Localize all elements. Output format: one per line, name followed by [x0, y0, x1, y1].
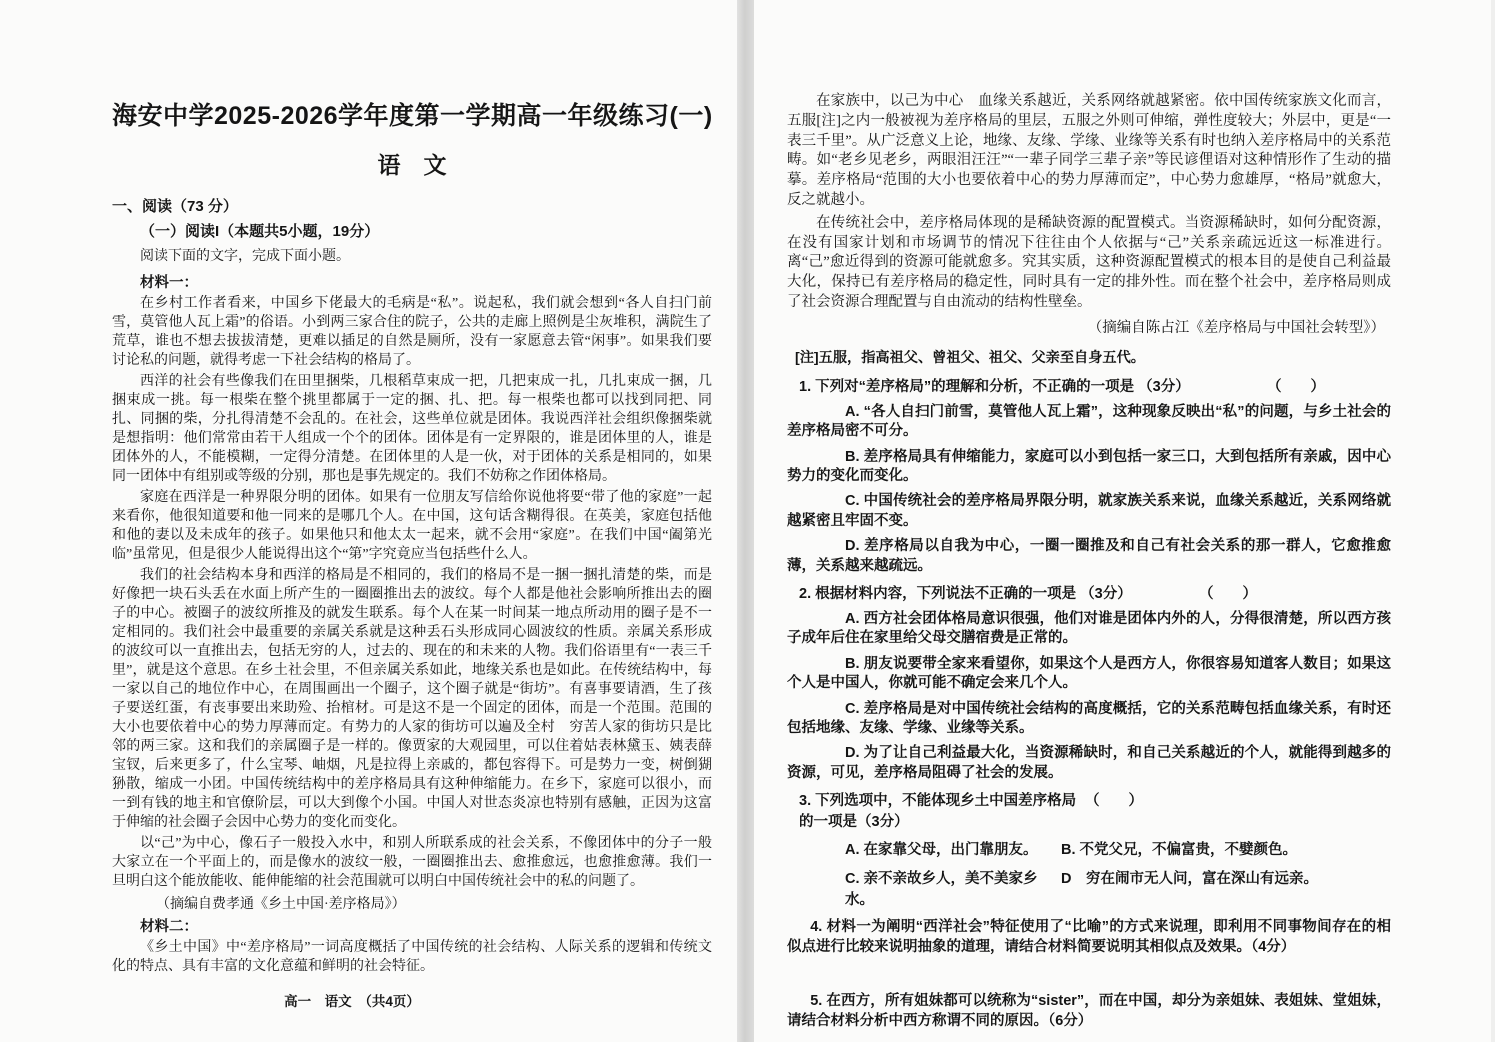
- section-reading-heading: 一、阅读（73 分）: [112, 198, 238, 215]
- material2-paragraph-3: 在传统社会中，差序格局体现的是稀缺资源的配置模式。当资源稀缺时，如何分配资源，在没有国家计划和市场调节的情况下往往由个人依据与“己”关系亲疏远近这一标准进行。离“己”愈近得到的资源可能就愈多。究其实质，这种资源配置模式的根本目的是使自己利益最大化，保持已有差序格局的稳定性，同时具有一定的排外性。而在整个社会中，差序格局则成了社会资源合理配置与自由流动的结构性壁垒。: [787, 214, 1391, 310]
- question-2-option-b: B. 朋友说要带全家来看望你，如果这个人是西方人，你很容易知道客人数目；如果这个人是中国人，你就可能不确定会来几个人。: [787, 655, 1391, 692]
- subsection-reading1-heading: （一）阅读I（本题共5小题，19分）: [140, 223, 380, 240]
- question-3-option-c: C. 亲不亲故乡人，美不美家乡水。: [845, 871, 1038, 909]
- subject-title: 语 文: [377, 152, 447, 178]
- question-1-text: 1. 下列对“差序格局”的理解和分析，不正确的一项是 （3分）: [799, 378, 1190, 395]
- question-2-stem: [787, 582, 1391, 603]
- question-3-option-b: B. 不党父兄，不偏富贵，不嬖颜色。: [1061, 842, 1298, 859]
- question-1-answer-bracket: （ ）: [1267, 378, 1325, 395]
- question-3-option-a: A. 在家靠父母，出门靠朋友。: [845, 842, 1038, 859]
- question-2-option-a: A. 西方社会团体格局意识很强，他们对谁是团体内外的人，分得很清楚，所以西方孩子成年后住在家里给父母交膳宿费是正常的。: [787, 611, 1391, 647]
- question-1-option-c: C. 中国传统社会的差序格局界限分明，就家族关系来说，血缘关系越近，关系网络就越紧密且牢固不变。: [787, 493, 1391, 529]
- question-3-answer-bracket: （ ）: [1085, 793, 1143, 810]
- material1-paragraph-3: 家庭在西洋是一种界限分明的团体。如果有一位朋友写信给你说他将要“带了他的家庭”一起来看你，他很知道要和他一同来的是哪几个人。在中国，这句话含糊得很。在英美，家庭包括他和他的妻以及未成年的孩子。如果他只和他太太一起来，就不会用“家庭”。在我们中国“阖第光临”虽常见，但是很少人能说得出这个“第”字究竟应当包括些什么人。: [112, 490, 712, 562]
- scan-right-edge: [1491, 0, 1495, 1042]
- page-2: [754, 0, 1495, 1042]
- question-3-text: 3. 下列选项中，不能体现乡土中国差序格局的一项是（3分）: [799, 793, 1077, 831]
- material2-source: （摘编自陈占江《差序格局与中国社会转型》）: [1087, 319, 1385, 336]
- question-3-option-d: D 穷在闹市无人问，富在深山有远亲。: [1061, 871, 1318, 888]
- question-3-option-row-2: [787, 867, 1391, 909]
- question-2-option-c: C. 差序格局是对中国传统社会结构的高度概括，它的关系范畴包括血缘关系，有时还包括地缘、友缘、学缘、业缘等关系。: [787, 700, 1391, 737]
- question-2-answer-bracket: （ ）: [1199, 586, 1257, 603]
- question-3-stem: [787, 789, 1391, 831]
- material1-paragraph-5: 以“己”为中心，像石子一般投入水中，和别人所联系成的社会关系，不像团体中的分子一般大家立在一个平面上的，而是像水的波纹一般，一圈圈推出去、愈推愈远，也愈推愈薄。我们一旦明白这个能放能收、能伸能缩的社会范围就可以明白中国传统社会中的私的问题了。: [112, 836, 712, 889]
- material2-label: 材料二：: [140, 919, 198, 935]
- question-4-stem: 4. 材料一为阐明“西洋社会”特征使用了“比喻”的方式来说理，即利用不同事物间存在的相似点进行比较来说明抽象的道理，请结合材料简要说明其相似点及效果。（4分）: [787, 919, 1391, 956]
- question-3-option-row-1: [787, 838, 1391, 859]
- reading-instruction: 阅读下面的文字，完成下面小题。: [140, 249, 350, 264]
- question-1-option-a: A. “各人自扫门前雪，莫管他人瓦上霜”，这种现象反映出“私”的问题，与乡土社会的差序格局密不可分。: [787, 403, 1391, 440]
- material2-paragraph-1: 《乡土中国》中“差序格局”一词高度概括了中国传统的社会结构、人际关系的逻辑和传统文化的特点、具有丰富的文化意蕴和鲜明的社会特征。: [112, 940, 712, 974]
- question-1-stem: [787, 375, 1391, 396]
- material1-paragraph-2: 西洋的社会有些像我们在田里捆柴，几根稻草束成一把，几把束成一扎，几扎束成一捆，几捆束成一挑。每一根柴在整个挑里都属于一定的捆、扎、把。每一根柴也都可以找到同把、同扎、同捆的柴，分扎得清楚不会乱的。在社会，这些单位就是团体。我说西洋社会组织像捆柴就是想指明：他们常常由若干人组成一个个的团体。团体是有一定界限的，谁是团体里的人，谁是团体外的人，不能模糊，一定得分清楚。在团体里的人是一伙，对于团体的关系是相同的，如果同一团体中有组别或等级的分别，那也是事先规定的。我们不妨称之作团体格局。: [112, 374, 712, 484]
- material2-paragraph-2: 在家族中，以己为中心 血缘关系越近，关系网络就越紧密。依中国传统家族文化而言，五服[注]之内一般被视为差序格局的里层，五服之外则可伸缩，弹性度较大；外层中，更是“一表三千里”。从广泛意义上论，地缘、友缘、学缘、业缘等关系有时也纳入差序格局中的关系范畴。如“老乡见老乡，两眼泪汪汪”“一辈子同学三辈子亲”等民谚俚语对这种情形作了生动的描摹。差序格局“范围的大小也要依着中心的势力厚薄而定”，中心势力愈雄厚，“格局”就愈大，反之就越小。: [787, 93, 1391, 208]
- material1-source: （摘编自费孝通《乡土中国·差序格局》）: [156, 897, 406, 912]
- material1-paragraph-4: 我们的社会结构本身和西洋的格局是不相同的，我们的格局不是一捆一捆扎清楚的柴，而是好像把一块石头丢在水面上所产生的一圈圈推出去的波纹。每个人都是他社会影响所推出去的圈子的中心。被圈子的波纹所推及的就发生联系。每个人在某一时间某一地点所动用的圈子是不一定相同的。我们社会中最重要的亲属关系就是这种丢石头形成同心圆波纹的性质。亲属关系形成的波纹可以一直推出去，包括无穷的人，过去的、现在的和未来的人物。我们俗语里有“一表三千里”，就是这个意思。在乡土社会里，不但亲属关系如此，地缘关系也是如此。在传统结构中，每一家以自己的地位作中心，在周围画出一个圈子，这个圈子就是“街坊”。有喜事要请酒，生了孩子要送红蛋，有丧事要出来助殓、抬棺材。可是这不是一个固定的团体，而是一个范围。范围的大小也要依着中心的势力厚薄而定。有势力的人家的街坊可以遍及全村 穷苦人家的街坊只是比邻的两三家。这和我们的亲属圈子是一样的。像贾家的大观园里，可以住着姑表林黛玉、姨表薛宝钗，后来更多了，什么宝琴、岫烟，凡是拉得上亲戚的，都包容得下。可是势力一变，树倒猢狲散，缩成一小团。中国传统结构中的差序格局具有这种伸缩能力。在乡下，家庭可以很小，而一到有钱的地主和官僚阶层，可以大到像个小国。中国人对世态炎凉也特别有感触，正因为这富于伸缩的社会圈子会因中心势力的变化而变化。: [112, 568, 712, 830]
- question-5-stem: 5. 在西方，所有姐妹都可以统称为“sister”，而在中国，却分为亲姐妹、表姐妹、堂姐妹，请结合材料分析中西方称谓不同的原因。（6分）: [787, 993, 1391, 1030]
- page-gutter: [737, 0, 754, 1042]
- page1-footer: 高一 语文 （共4页）: [284, 994, 420, 1009]
- page-1: [0, 0, 737, 1042]
- exam-title: 海安中学2025-2026学年度第一学期高一年级练习(一): [112, 102, 713, 130]
- question-2-text: 2. 根据材料内容，下列说法不正确的一项是 （3分）: [799, 586, 1132, 603]
- question-1-option-d: D. 差序格局以自我为中心，一圈一圈推及和自己有社会关系的那一群人，它愈推愈薄，关系越来越疏远。: [787, 538, 1391, 574]
- question-2-option-d: D. 为了让自己利益最大化，当资源稀缺时，和自己关系越近的个人，就能得到越多的资源，可见，差序格局阻碍了社会的发展。: [787, 745, 1391, 781]
- footnote: [注]五服，指高祖父、曾祖父、祖父、父亲至自身五代。: [795, 349, 1145, 366]
- material1-paragraph-1: 在乡村工作者看来，中国乡下佬最大的毛病是“私”。说起私，我们就会想到“各人自扫门前雪，莫管他人瓦上霜”的俗语。小到两三家合住的院子，公共的走廊上照例是尘灰堆积，满院生了荒草，谁也不想去拔拔清楚，更难以插足的自然是厕所，没有一家愿意去管“闲事”。如果我们要讨论私的问题，就得考虑一下社会结构的格局了。: [112, 296, 712, 368]
- question-1-option-b: B. 差序格局具有伸缩能力，家庭可以小到包括一家三口，大到包括所有亲戚，因中心势力的变化而变化。: [787, 448, 1391, 484]
- material1-label: 材料一：: [140, 275, 198, 291]
